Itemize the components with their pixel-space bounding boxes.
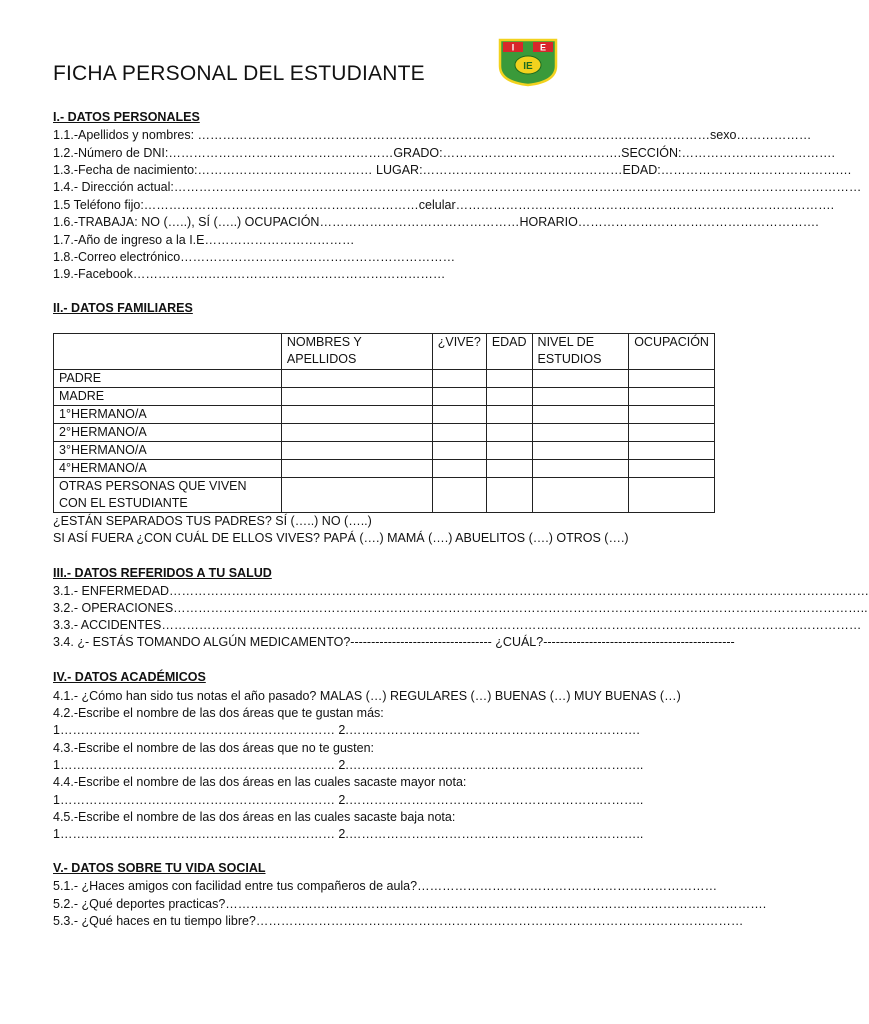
blank-cell[interactable]: [532, 388, 629, 406]
header-cell: ¿VIVE?: [432, 334, 486, 370]
row-label: 2°HERMANO/A: [54, 424, 282, 442]
header-cell: OCUPACIÓN: [629, 334, 715, 370]
field-free-time: 5.3.- ¿Qué haces en tu tiempo libre?………………………………………………………………………………………………………: [53, 914, 744, 928]
field-birth: 1.3.-Fecha de nacimiento:…………………………………… LUGAR:…………………………………………EDAD:…………………………………….…: [53, 163, 852, 177]
field-disliked-areas-question: 4.3.-Escribe el nombre de las dos áreas que no te gusten:: [53, 741, 375, 755]
table-row: [54, 388, 715, 406]
blank-cell[interactable]: [432, 370, 486, 388]
blank-cell[interactable]: [532, 406, 629, 424]
field-address: 1.4.- Dirección actual:…………………………………………………………………………………………………………………………………………………: [53, 180, 862, 194]
section-health-heading: III.- DATOS REFERIDOS A TU SALUD: [53, 566, 272, 580]
table-row: [54, 424, 715, 442]
blank-cell[interactable]: [486, 460, 532, 478]
field-dni: 1.2.-Número de DNI:………………………………………………GRADO:…………………………………….SECCIÓN:……………………………….: [53, 146, 836, 160]
blank-cell[interactable]: [486, 370, 532, 388]
section-academic-heading: IV.- DATOS ACADÉMICOS: [53, 670, 206, 684]
field-names: 1.1.-Apellidos y nombres: ……………………………………………………………………………………………………………sexo………………: [53, 128, 812, 142]
blank-cell[interactable]: [281, 406, 432, 424]
section-personal-heading: I.- DATOS PERSONALES: [53, 110, 200, 124]
header-cell: NIVEL DE ESTUDIOS: [532, 334, 629, 370]
field-grades: 4.1.- ¿Cómo han sido tus notas el año pasado? MALAS (…) REGULARES (…) BUENAS (…) MUY BUENAS (…): [53, 689, 681, 703]
question-parents-separated: ¿ESTÁN SEPARADOS TUS PADRES? SÍ (…..) NO (…..): [53, 514, 372, 528]
blank-cell[interactable]: [281, 388, 432, 406]
row-label: 4°HERMANO/A: [54, 460, 282, 478]
section-social-heading: V.- DATOS SOBRE TU VIDA SOCIAL: [53, 861, 266, 875]
section-family-heading: II.- DATOS FAMILIARES: [53, 301, 193, 315]
page-title: FICHA PERSONAL DEL ESTUDIANTE: [53, 62, 425, 85]
row-label: PADRE: [54, 370, 282, 388]
blank-cell[interactable]: [432, 388, 486, 406]
field-illness: 3.1.- ENFERMEDAD……………………………………………………………………………………………………………………………………………………: [53, 584, 869, 598]
field-best-grade-answer: 1………………………………………………………… 2.……………………………………………………………..: [53, 793, 644, 807]
field-low-grade-answer: 1………………………………………………………… 2.……………………………………………………………..: [53, 827, 644, 841]
logo-badge-left: I: [511, 42, 515, 53]
blank-cell[interactable]: [629, 388, 715, 406]
field-operations: 3.2.- OPERACIONES…………………………………………………………………………………………………………………………………………………..: [53, 601, 868, 615]
field-liked-areas-answer: 1………………………………………………………… 2.…………………………………………………………….: [53, 723, 640, 737]
field-friends: 5.1.- ¿Haces amigos con facilidad entre tus compañeros de aula?………………………………………………………………: [53, 879, 718, 893]
table-row: [54, 370, 715, 388]
blank-cell[interactable]: [486, 388, 532, 406]
field-medication: 3.4. ¿- ESTÁS TOMANDO ALGÚN MEDICAMENTO?---------------------------------- ¿CUÁL?----------------------------------------------: [53, 635, 735, 649]
school-logo: [497, 38, 559, 86]
table-row: [54, 478, 715, 513]
blank-cell[interactable]: [432, 406, 486, 424]
table-row: [54, 442, 715, 460]
blank-cell[interactable]: [629, 424, 715, 442]
question-lives-with: SI ASÍ FUERA ¿CON CUÁL DE ELLOS VIVES? PAPÁ (….) MAMÁ (….) ABUELITOS (….) OTROS (….): [53, 531, 629, 545]
row-label: MADRE: [54, 388, 282, 406]
row-label: 1°HERMANO/A: [54, 406, 282, 424]
family-table: [53, 333, 715, 513]
blank-cell[interactable]: [281, 424, 432, 442]
field-best-grade-question: 4.4.-Escribe el nombre de las dos áreas en las cuales sacaste mayor nota:: [53, 775, 467, 789]
logo-emblem: IE: [523, 61, 533, 72]
blank-cell[interactable]: [629, 406, 715, 424]
blank-cell[interactable]: [486, 442, 532, 460]
field-accidents: 3.3.- ACCIDENTES……………………………………………………………………………………………………………………………………………………: [53, 618, 862, 632]
blank-cell[interactable]: [281, 370, 432, 388]
blank-cell[interactable]: [532, 478, 629, 513]
blank-cell[interactable]: [629, 370, 715, 388]
blank-cell[interactable]: [532, 442, 629, 460]
blank-cell[interactable]: [281, 460, 432, 478]
field-phone: 1.5 Teléfono fijo:…………………………………………………………celular……………………………………………………………………………….: [53, 198, 835, 212]
blank-cell[interactable]: [532, 370, 629, 388]
field-liked-areas-question: 4.2.-Escribe el nombre de las dos áreas que te gustan más:: [53, 706, 384, 720]
blank-cell[interactable]: [486, 478, 532, 513]
logo-badge-right: E: [539, 42, 547, 53]
blank-cell[interactable]: [432, 478, 486, 513]
row-label: OTRAS PERSONAS QUE VIVEN CON EL ESTUDIANTE: [54, 478, 282, 513]
blank-cell[interactable]: [281, 478, 432, 513]
blank-cell[interactable]: [432, 424, 486, 442]
blank-cell[interactable]: [486, 406, 532, 424]
field-email: 1.8.-Correo electrónico…………………………………………………………: [53, 250, 456, 264]
field-facebook: 1.9.-Facebook…………………………………………………………………: [53, 267, 446, 281]
blank-cell[interactable]: [432, 442, 486, 460]
row-label: 3°HERMANO/A: [54, 442, 282, 460]
table-header-row: [54, 334, 715, 370]
table-row: [54, 406, 715, 424]
header-cell: NOMBRES Y APELLIDOS: [281, 334, 432, 370]
field-low-grade-question: 4.5.-Escribe el nombre de las dos áreas en las cuales sacaste baja nota:: [53, 810, 456, 824]
blank-cell[interactable]: [532, 460, 629, 478]
blank-cell[interactable]: [629, 442, 715, 460]
blank-cell[interactable]: [486, 424, 532, 442]
field-sports: 5.2.- ¿Qué deportes practicas?………………………………………………………………………………………………………………….: [53, 897, 767, 911]
blank-cell[interactable]: [629, 460, 715, 478]
blank-cell[interactable]: [281, 442, 432, 460]
field-work: 1.6.-TRABAJA: NO (…..), SÍ (…..) OCUPACIÓN…………………………………………HORARIO………………………………………………….: [53, 215, 819, 229]
header-cell: [54, 334, 282, 370]
field-entry-year: 1.7.-Año de ingreso a la I.E………………………………: [53, 233, 355, 247]
blank-cell[interactable]: [629, 478, 715, 513]
header-cell: EDAD: [486, 334, 532, 370]
table-row: [54, 460, 715, 478]
field-disliked-areas-answer: 1………………………………………………………… 2.……………………………………………………………..: [53, 758, 644, 772]
blank-cell[interactable]: [432, 460, 486, 478]
blank-cell[interactable]: [532, 424, 629, 442]
